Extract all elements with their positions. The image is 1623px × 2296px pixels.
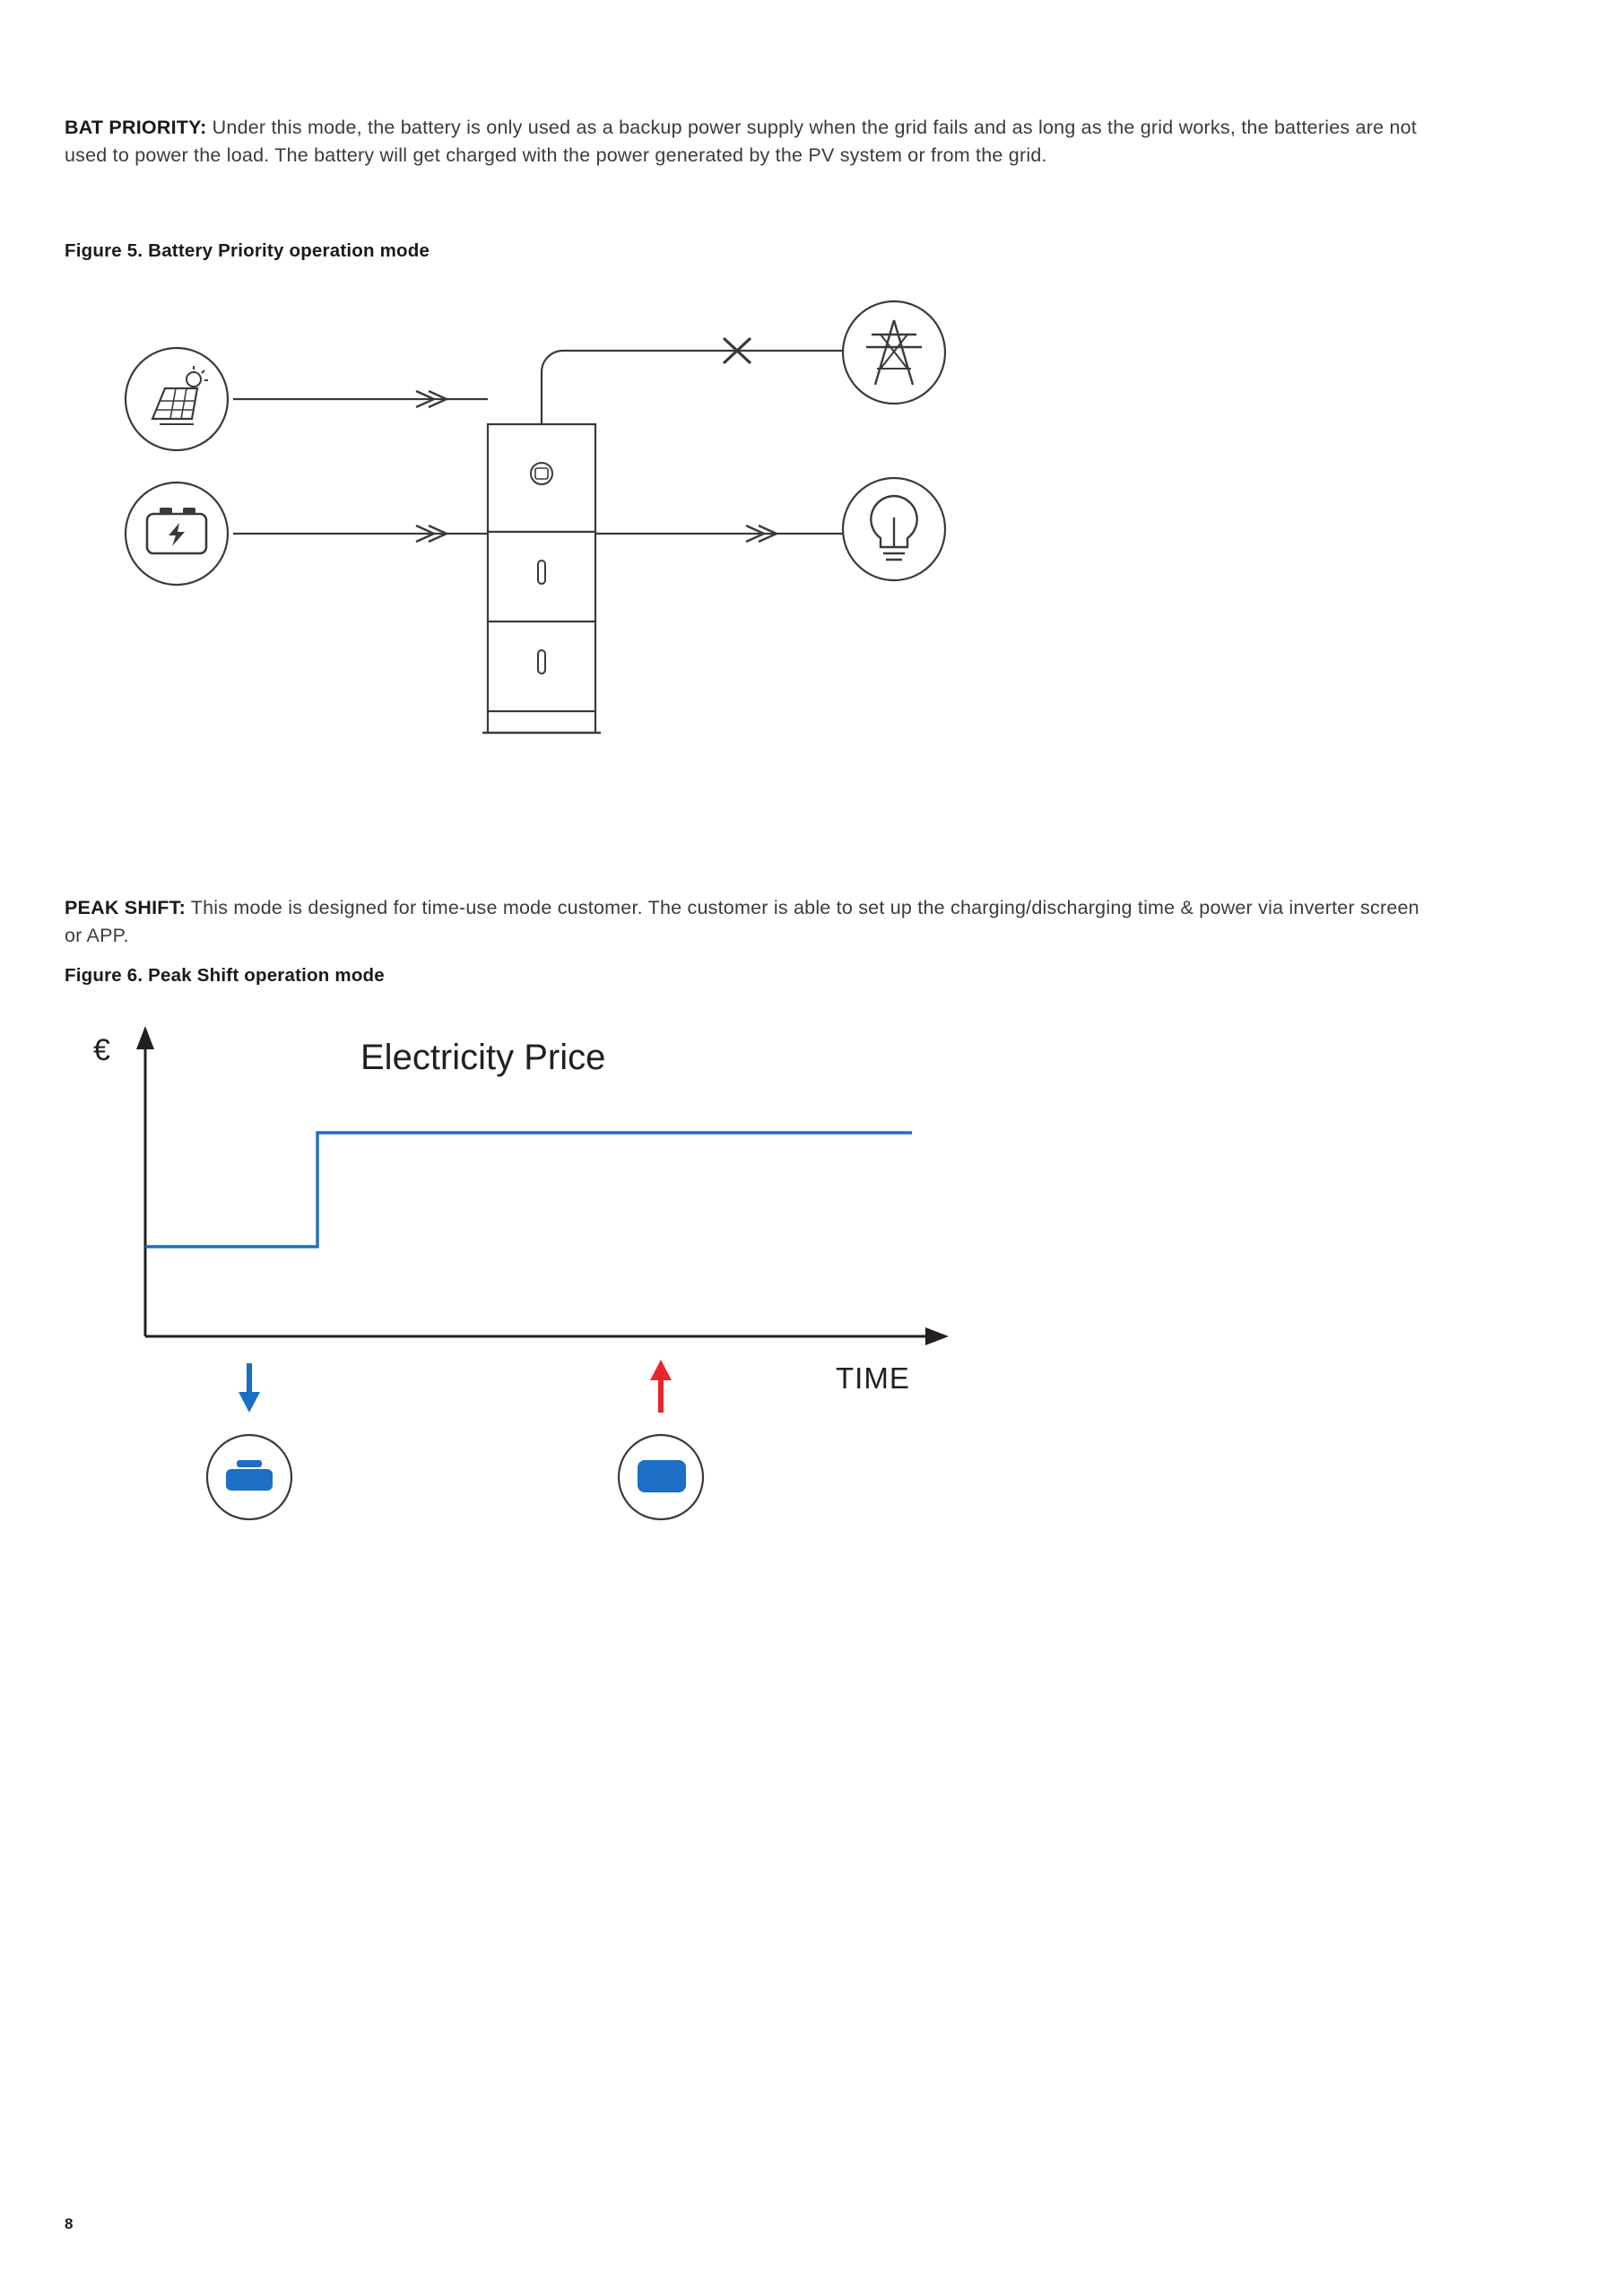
solar-panel-icon: [126, 348, 228, 450]
battery-icon: [126, 483, 228, 585]
battery-full-icon: [638, 1460, 686, 1492]
chart-x-axis: [145, 1327, 949, 1345]
arrow-inverter-to-load: [595, 526, 843, 542]
figure-5-diagram: [82, 291, 979, 830]
path-inverter-to-grid: [542, 351, 843, 424]
paragraph-bat-priority-body: Under this mode, the battery is only used as a backup power supply when the grid fails and as long as the grid works, the batteries are not used to power the load. The battery will get charged with the power generated by the PV system or from the grid.: [65, 116, 1417, 166]
inverter-cabinet: [482, 424, 601, 733]
chart-y-axis: [136, 1026, 154, 1336]
annotation-charge: [207, 1363, 291, 1519]
paragraph-peak-shift-body: This mode is designed for time-use mode customer. The customer is able to set up the charging/discharging time & power via inverter screen or APP.: [65, 896, 1419, 946]
chart-x-axis-label: TIME: [836, 1361, 910, 1395]
grid-tower-icon: [843, 301, 945, 404]
annotation-discharge: [619, 1360, 703, 1519]
chart-price-line: [145, 1133, 912, 1247]
paragraph-bat-priority: [65, 114, 1436, 170]
chart-title: Electricity Price: [360, 1038, 606, 1077]
page-number: 8: [65, 2215, 74, 2232]
arrow-battery-to-inverter: [233, 526, 488, 542]
arrow-pv-to-inverter: [233, 391, 488, 407]
figure-6-caption: Figure 6. Peak Shift operation mode: [65, 965, 385, 986]
paragraph-bat-priority-lead: BAT PRIORITY:: [65, 116, 207, 138]
paragraph-peak-shift-lead: PEAK SHIFT:: [65, 896, 186, 918]
figure-5-caption: Figure 5. Battery Priority operation mode: [65, 240, 430, 261]
paragraph-peak-shift: [65, 894, 1436, 950]
chart-y-axis-label: €: [93, 1033, 110, 1067]
light-bulb-icon: [843, 478, 945, 580]
figure-6-chart: [82, 1004, 997, 1525]
